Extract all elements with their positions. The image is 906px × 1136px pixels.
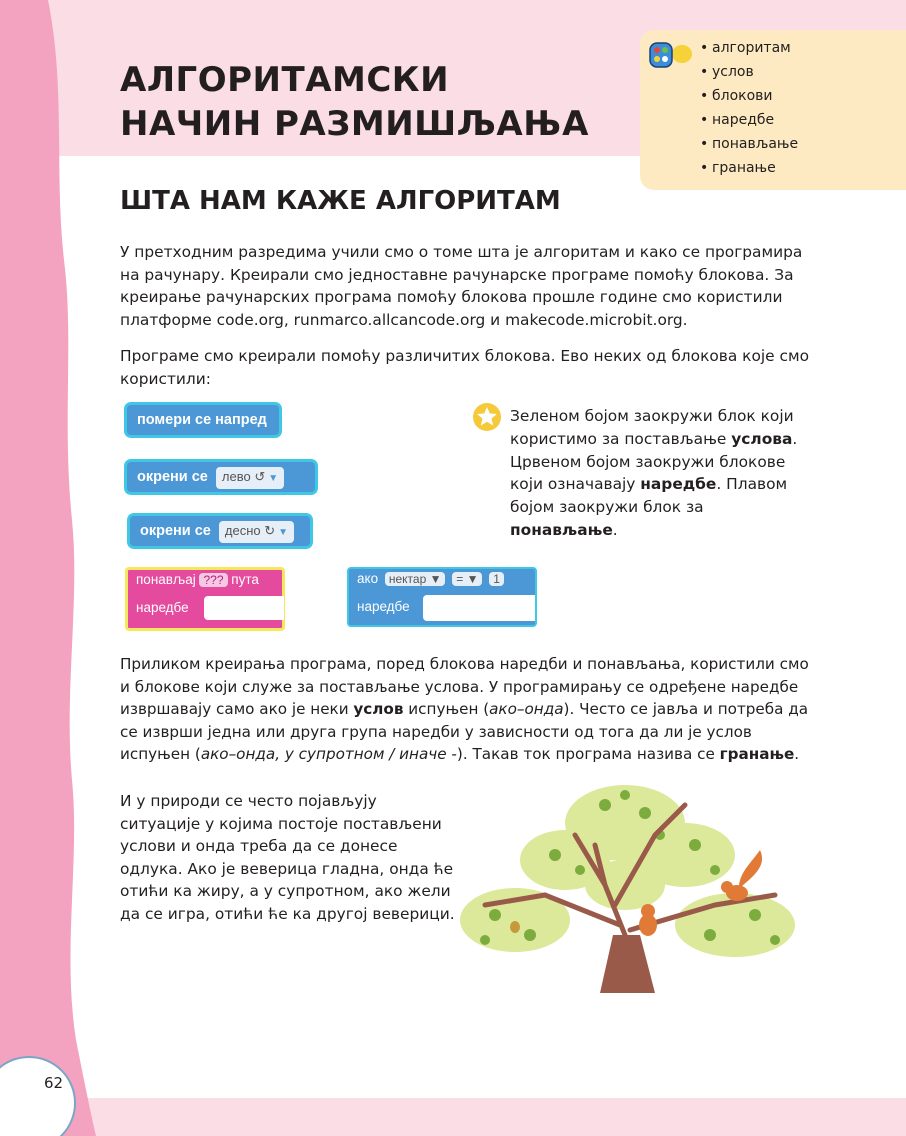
turn-label: окрени се (140, 523, 211, 539)
left-wave-decoration (0, 0, 110, 1136)
if-number-input: 1 (489, 572, 504, 586)
chapter-title-line2: НАЧИН РАЗМИШЉАЊА (120, 104, 589, 144)
turn-right-dropdown (219, 521, 294, 543)
turn-right-block (130, 516, 310, 546)
if-operator-dropdown: = ▼ (452, 572, 482, 586)
repeat-times-label: пута (231, 572, 259, 587)
if-do-label: наредбе (357, 599, 410, 614)
key-icon (648, 40, 692, 70)
if-sensor-value: нектар (388, 572, 427, 586)
paragraph-keyword: услов (353, 700, 404, 718)
task-text-part: . (612, 520, 618, 539)
task-keyword-commands: наредбе (640, 475, 717, 494)
repeat-count-input: ??? (199, 573, 227, 587)
keyword-item: • понављање (700, 132, 798, 156)
tree-squirrel-illustration (455, 775, 800, 993)
paragraph-part: Приликом креирања програма, поред блокова наредби и понављања, користили смо и блокове који служе за постављање услова. У програмирању се одређене наредбе извршавају само ако је неки (120, 655, 809, 718)
keyword-item: • наредбе (700, 108, 798, 132)
paragraph-part: ). Често се јавља и потреба да се изврши једна или друга група наредби у зависности од тога да ли је услов испуњен ( (120, 700, 809, 763)
if-label: ако (357, 571, 379, 586)
paragraph-keyword: гранање (719, 745, 795, 763)
task-keyword-repeat: понављање (510, 520, 613, 539)
turn-left-block (127, 462, 315, 492)
keyword-item: • услов (700, 60, 798, 84)
footer-band (0, 1098, 906, 1136)
turn-left-value: лево ↺ (221, 469, 266, 484)
repeat-do-label: наредбе (136, 600, 189, 615)
star-icon (472, 402, 502, 432)
paragraph-part: ). Такав ток програма назива се (456, 745, 720, 763)
if-block (347, 567, 537, 627)
task-text (510, 405, 800, 542)
turn-right-value: десно ↻ (224, 523, 276, 538)
repeat-slot (204, 596, 284, 620)
nature-paragraph: И у природи се често појављују ситуације у којима постоје постављени услови и онда треба да се донесе одлука. Ако је веверица гладна, онда ће отићи ка жиру, а у супротном, ако жели да се игра, отићи ће ка другој веверици. (120, 792, 455, 923)
if-header (357, 571, 504, 586)
task-text-part: . Црвеном бојом заокружи блокове који означавају (510, 429, 798, 494)
keyword-item: • гранање (700, 156, 798, 180)
repeat-header (136, 572, 259, 587)
intro-paragraph: У претходним разредима учили смо о томе шта је алгоритам и како се програмира на рачунару. Креирали смо једноставне рачунарске програме помоћу блокова. За креирање рачунарских програма помоћу блокова прошле године смо користили платформе code.org, runmarco.allcancode.org и makecode.microbit.org. (120, 243, 803, 329)
blocks-paragraph: Програме смо креирали помоћу различитих блокова. Ево неких од блокова које смо користили: (120, 347, 810, 388)
chapter-title (120, 58, 589, 146)
section-title: ШТА НАМ КАЖЕ АЛГОРИТАМ (120, 186, 561, 216)
move-forward-block: помери се напред (127, 405, 279, 435)
if-slot (423, 595, 535, 621)
paragraph-part: . (794, 745, 800, 763)
page-number: 62 (44, 1074, 64, 1092)
if-sensor-dropdown: нектар ▼ (385, 572, 446, 586)
task-text-part: Зеленом бојом заокружи блок који користимо за постављање (510, 407, 794, 448)
dropdown-arrow-icon: ▼ (278, 527, 289, 538)
branching-paragraph (120, 653, 810, 766)
paragraph-italic: ако–онда, у супротном / иначе - (200, 745, 457, 763)
task-keyword-condition: услова (731, 429, 793, 448)
dropdown-arrow-icon: ▼ (268, 473, 279, 484)
turn-label: окрени се (137, 469, 208, 485)
repeat-block (125, 567, 285, 631)
chapter-title-line1: АЛГОРИТАМСКИ (120, 60, 450, 100)
repeat-label: понављај (136, 572, 196, 587)
task-text-part: . Плавом бојом заокружи блок за (510, 475, 788, 517)
paragraph-italic: ако–онда (489, 700, 564, 718)
keyword-item: • алгоритам (700, 36, 798, 60)
if-operator-value: = (456, 572, 464, 586)
turn-left-dropdown (216, 467, 284, 489)
keyword-item: • блокови (700, 84, 798, 108)
paragraph-part: испуњен ( (403, 700, 490, 718)
keywords-list (700, 36, 798, 180)
